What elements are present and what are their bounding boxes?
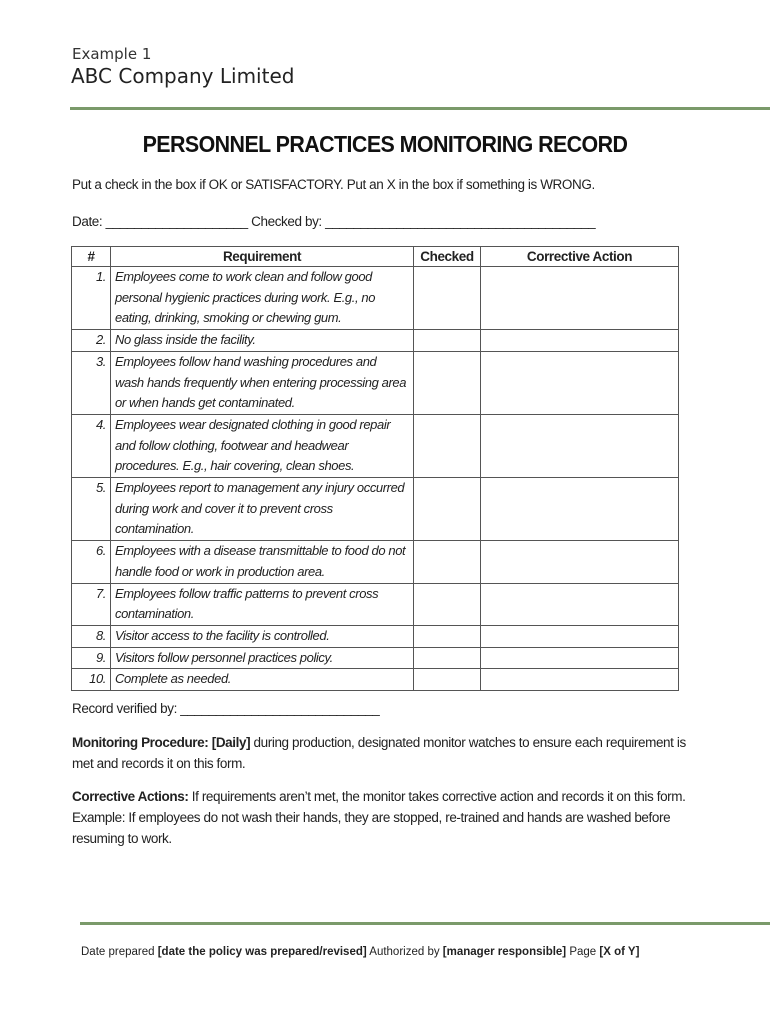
corrective-action-cell[interactable]	[481, 669, 679, 691]
footer	[81, 946, 639, 958]
header-num: #	[72, 247, 111, 267]
checked-box[interactable]	[414, 414, 481, 477]
row-number: 10.	[72, 669, 111, 691]
row-number: 9.	[72, 647, 111, 669]
requirement-text: Visitors follow personnel practices policy.	[111, 647, 414, 669]
footer-page-label: Page	[566, 946, 600, 958]
checked-box[interactable]	[414, 330, 481, 352]
checked-box[interactable]	[414, 583, 481, 625]
table-row	[72, 267, 679, 330]
corrective-action-cell[interactable]	[481, 583, 679, 625]
footer-page-placeholder: [X of Y]	[599, 946, 640, 958]
requirement-text: Employees come to work clean and follow good personal hygienic practices during work. E.g., no eating, drinking, smoking or chewing gum.	[111, 267, 414, 330]
checked-box[interactable]	[414, 647, 481, 669]
table-row	[72, 541, 679, 583]
requirements-table	[71, 246, 679, 691]
table-row	[72, 330, 679, 352]
requirement-text: Employees wear designated clothing in good repair and follow clothing, footwear and headwear procedures. E.g., hair covering, clean shoes.	[111, 414, 414, 477]
record-verified-line: Record verified by: ____________________________	[72, 701, 380, 716]
row-number: 4.	[72, 414, 111, 477]
row-number: 2.	[72, 330, 111, 352]
table-row	[72, 669, 679, 691]
corrective-action-cell[interactable]	[481, 414, 679, 477]
date-checked-by-line: Date: ____________________ Checked by: ______________________________________	[72, 214, 596, 229]
table-row	[72, 351, 679, 414]
header-corrective-action: Corrective Action	[481, 247, 679, 267]
table-row	[72, 625, 679, 647]
table-row	[72, 583, 679, 625]
corrective-action-cell[interactable]	[481, 625, 679, 647]
page-title: PERSONNEL PRACTICES MONITORING RECORD	[142, 131, 628, 157]
corrective-action-cell[interactable]	[481, 478, 679, 541]
corrective-action-cell[interactable]	[481, 330, 679, 352]
requirement-text: No glass inside the facility.	[111, 330, 414, 352]
row-number: 6.	[72, 541, 111, 583]
row-number: 7.	[72, 583, 111, 625]
checked-box[interactable]	[414, 351, 481, 414]
row-number: 3.	[72, 351, 111, 414]
monitoring-frequency: [Daily]	[211, 735, 251, 750]
corrective-actions	[72, 786, 692, 849]
monitoring-text: during production, designated monitor watches to ensure each requirement is met and records it on this form.	[72, 735, 686, 771]
footer-authorized: Authorized by	[366, 946, 443, 958]
requirement-text: Employees follow hand washing procedures and wash hands frequently when entering processing area or when hands get contaminated.	[111, 351, 414, 414]
corrective-text: If requirements aren’t met, the monitor takes corrective action and records it on this form. Example: If employees do not wash their hands, they are stopped, re-trained and hands are washed before resuming to work.	[72, 789, 686, 846]
corrective-action-cell[interactable]	[481, 351, 679, 414]
requirement-text: Visitor access to the facility is controlled.	[111, 625, 414, 647]
corrective-action-cell[interactable]	[481, 267, 679, 330]
corrective-label: Corrective Actions:	[72, 789, 189, 804]
header-divider	[70, 107, 770, 110]
requirement-text: Complete as needed.	[111, 669, 414, 691]
footer-prefix: Date prepared	[81, 946, 158, 958]
header-requirement: Requirement	[111, 247, 414, 267]
checked-box[interactable]	[414, 478, 481, 541]
company-name: ABC Company Limited	[71, 64, 295, 88]
monitoring-label: Monitoring Procedure:	[72, 735, 209, 750]
table-row	[72, 647, 679, 669]
example-label: Example 1	[72, 45, 152, 63]
footer-divider	[80, 922, 770, 925]
footer-date-placeholder: [date the policy was prepared/revised]	[157, 946, 367, 958]
requirement-text: Employees follow traffic patterns to prevent cross contamination.	[111, 583, 414, 625]
instructions: Put a check in the box if OK or SATISFACTORY. Put an X in the box if something is WRONG.	[72, 177, 595, 192]
monitoring-procedure	[72, 732, 692, 774]
header-checked: Checked	[414, 247, 481, 267]
requirement-text: Employees report to management any injury occurred during work and cover it to prevent cross contamination.	[111, 478, 414, 541]
checked-box[interactable]	[414, 669, 481, 691]
row-number: 5.	[72, 478, 111, 541]
corrective-action-cell[interactable]	[481, 541, 679, 583]
corrective-action-cell[interactable]	[481, 647, 679, 669]
footer-manager-placeholder: [manager responsible]	[442, 946, 567, 958]
row-number: 1.	[72, 267, 111, 330]
row-number: 8.	[72, 625, 111, 647]
requirement-text: Employees with a disease transmittable to food do not handle food or work in production area.	[111, 541, 414, 583]
table-row	[72, 414, 679, 477]
table-row	[72, 478, 679, 541]
checked-box[interactable]	[414, 625, 481, 647]
checked-box[interactable]	[414, 267, 481, 330]
checked-box[interactable]	[414, 541, 481, 583]
